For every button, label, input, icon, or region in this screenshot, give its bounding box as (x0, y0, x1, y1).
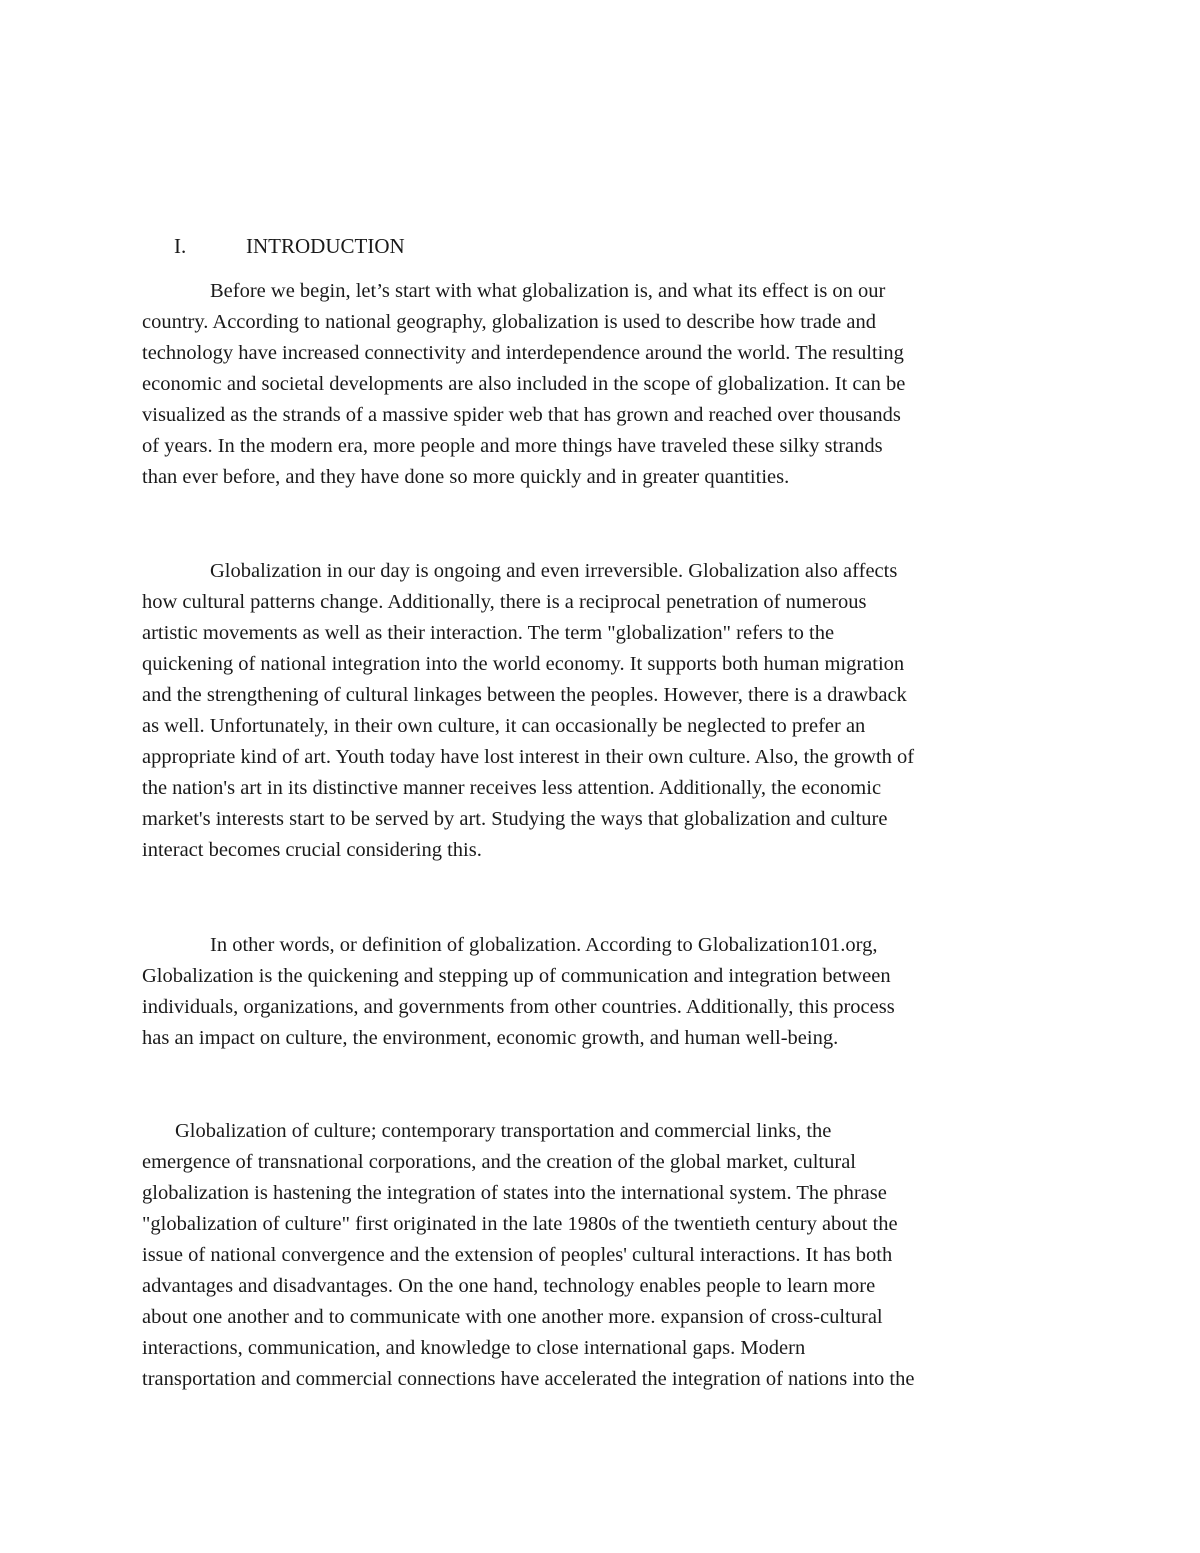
paragraph-line: and the strengthening of cultural linkages between the peoples. However, there is a drawback (142, 684, 907, 706)
section-heading (174, 232, 405, 260)
paragraph-line: advantages and disadvantages. On the one hand, technology enables people to learn more (142, 1275, 876, 1297)
paragraph-4 (142, 1116, 1072, 1395)
paragraph-line: the nation's art in its distinctive manner receives less attention. Additionally, the economic (142, 777, 882, 799)
paragraph-line: emergence of transnational corporations, and the creation of the global market, cultural (142, 1151, 856, 1173)
paragraph-line: "globalization of culture" first originated in the late 1980s of the twentieth century about the (142, 1213, 898, 1235)
paragraph-line: about one another and to communicate with one another more. expansion of cross-cultural (142, 1306, 883, 1328)
paragraph-2 (142, 556, 1072, 866)
paragraph-line: has an impact on culture, the environment, economic growth, and human well-being. (142, 1027, 839, 1049)
paragraph-1 (142, 276, 1072, 493)
paragraph-line: globalization is hastening the integration of states into the international system. The phrase (142, 1182, 887, 1204)
paragraph-line: visualized as the strands of a massive spider web that has grown and reached over thousands (142, 404, 901, 426)
paragraph-line: appropriate kind of art. Youth today have lost interest in their own culture. Also, the growth of (142, 746, 915, 768)
paragraph-line: Before we begin, let’s start with what globalization is, and what its effect is on our (210, 280, 886, 302)
section-number: I. (174, 234, 187, 258)
paragraph-line: interactions, communication, and knowledge to close international gaps. Modern (142, 1337, 806, 1359)
paragraph-line: economic and societal developments are also included in the scope of globalization. It can be (142, 373, 906, 395)
paragraph-line: country. According to national geography, globalization is used to describe how trade and (142, 311, 876, 333)
paragraph-line: issue of national convergence and the extension of peoples' cultural interactions. It has both (142, 1244, 893, 1266)
paragraph-line: how cultural patterns change. Additionally, there is a reciprocal penetration of numerous (142, 591, 867, 613)
paragraph-line: artistic movements as well as their interaction. The term "globalization" refers to the (142, 622, 835, 644)
paragraph-line: Globalization of culture; contemporary transportation and commercial links, the (175, 1120, 832, 1142)
paragraph-line: In other words, or definition of globalization. According to Globalization101.org, (210, 934, 878, 956)
paragraph-line: Globalization in our day is ongoing and even irreversible. Globalization also affects (210, 560, 898, 582)
paragraph-3 (142, 930, 1072, 1054)
paragraph-line: technology have increased connectivity and interdependence around the world. The resulting (142, 342, 904, 364)
paragraph-line: individuals, organizations, and governments from other countries. Additionally, this process (142, 996, 895, 1018)
paragraph-line: Globalization is the quickening and stepping up of communication and integration between (142, 965, 891, 987)
paragraph-line: interact becomes crucial considering this. (142, 839, 482, 861)
paragraph-line: of years. In the modern era, more people and more things have traveled these silky strands (142, 435, 883, 457)
paragraph-line: transportation and commercial connections have accelerated the integration of nations into the (142, 1368, 915, 1390)
paragraph-line: quickening of national integration into the world economy. It supports both human migration (142, 653, 905, 675)
paragraph-line: market's interests start to be served by art. Studying the ways that globalization and culture (142, 808, 888, 830)
section-title: INTRODUCTION (246, 234, 405, 258)
paragraph-line: as well. Unfortunately, in their own culture, it can occasionally be neglected to prefer an (142, 715, 866, 737)
paragraph-line: than ever before, and they have done so more quickly and in greater quantities. (142, 466, 790, 488)
